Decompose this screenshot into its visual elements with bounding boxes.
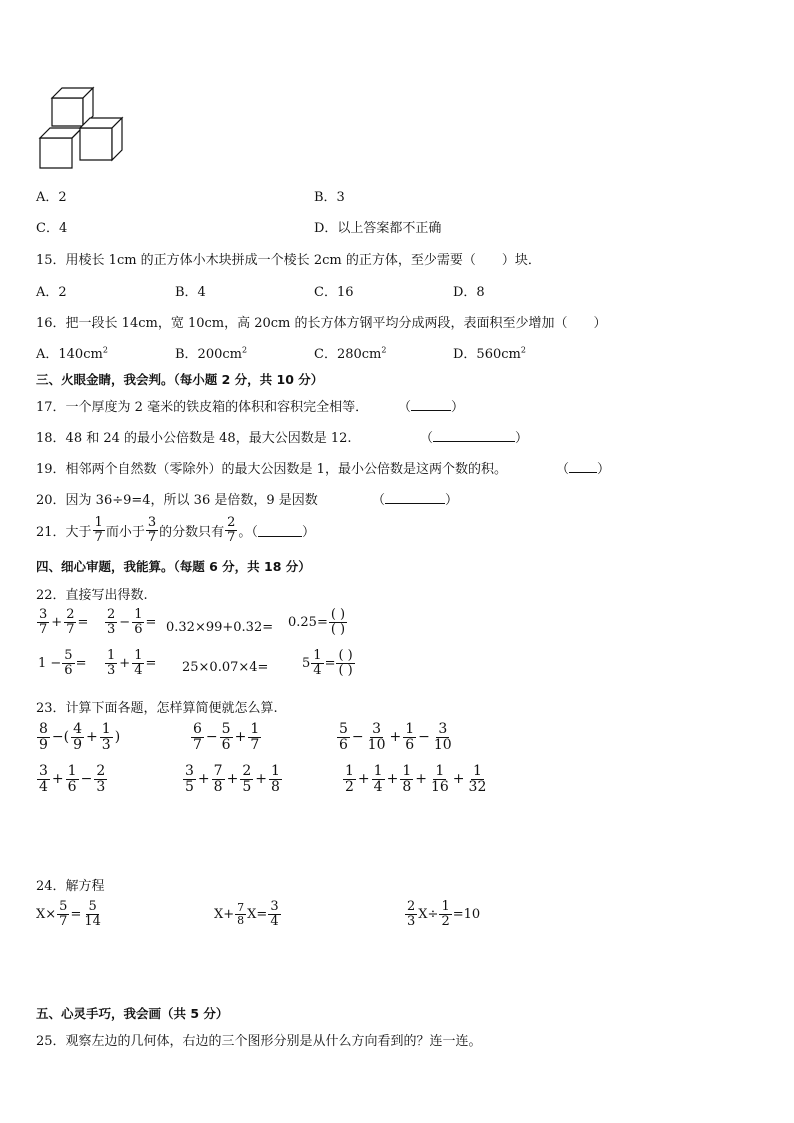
q22e6-n1: 1 (107, 648, 116, 663)
q23-r2c3-d5: 32 (468, 778, 487, 795)
q23-r1c2-a: − (205, 729, 218, 746)
q20-open: （ (372, 493, 386, 508)
q23-r1c2-d2: 6 (221, 736, 231, 753)
q23-r2c1-n2: 1 (67, 763, 77, 779)
q24eq1-eq: = (70, 906, 82, 922)
q19-close: ） (597, 462, 611, 477)
q22-expr-6 (104, 649, 156, 677)
question-19: 19．相邻两个自然数（零除外）的最大公因数是 1，最小公倍数是这两个数的积。 (36, 462, 507, 477)
question-23: 23．计算下面各题，怎样算简便就怎么算. (36, 701, 278, 716)
q16-d-text: D．560cm (453, 347, 521, 362)
q22e1-n2: 2 (66, 607, 75, 622)
q17-blank[interactable] (411, 398, 451, 411)
q22-expr-3: 0.32×99+0.32= (166, 620, 274, 635)
q24eq3-tail: =10 (452, 906, 481, 922)
q23-r1c1-d3: 3 (101, 736, 111, 753)
q23-r1c3-d2: 10 (367, 736, 386, 753)
q23-r1c3-n2: 3 (372, 721, 382, 737)
q22e2-n1: 2 (107, 607, 116, 622)
q16-option-d (453, 343, 526, 362)
q23-r2c3-d3: 8 (402, 778, 412, 795)
q23-r2c1-n3: 2 (96, 763, 106, 779)
q22e4-pre: 0.25= (288, 614, 328, 630)
q22e2-op: − (119, 614, 131, 630)
q21-frac-2 (146, 516, 158, 544)
q18-blank[interactable] (433, 429, 515, 442)
q18-answer (420, 427, 528, 446)
q22e8-whole: 5 (302, 655, 311, 671)
q23-r1c3-c: − (418, 729, 430, 746)
q23-r2c3-n5: 1 (472, 763, 482, 779)
q23-r2c2-d1: 5 (185, 778, 194, 795)
q17-open: （ (398, 400, 412, 415)
q22e4-num[interactable]: ( ) (330, 607, 346, 622)
q23-r1c2-b: + (234, 729, 247, 746)
q21-frac-3 (225, 516, 237, 544)
q22-expr-7: 25×0.07×4= (182, 660, 269, 675)
q23-r1c3-a: − (351, 729, 364, 746)
q23-r2c3-n1: 1 (345, 763, 354, 779)
q23-r1c1-d2: 9 (73, 736, 83, 753)
q21-close: ） (301, 524, 315, 540)
q23-r2c1-d1: 4 (39, 778, 48, 795)
q23-r1c1-b: + (86, 729, 98, 746)
q16-a-text: A．140cm (36, 347, 103, 362)
q24eq2-x2: X= (247, 906, 268, 922)
q22e6-n2: 1 (134, 648, 143, 663)
section-5-heading: 五、心灵手巧，我会画（共 5 分） (36, 1006, 229, 1021)
q23-expr-r1c3 (336, 722, 455, 752)
q22e2-n2: 1 (134, 607, 143, 622)
q15-option-b: B．4 (175, 285, 206, 300)
q14-option-c: C．4 (36, 221, 68, 236)
q23-r2c2-n1: 3 (185, 763, 194, 779)
q15-option-a: A．2 (36, 285, 67, 300)
q21-pre: 21．大于 (36, 524, 92, 540)
q24eq2-d2: 4 (270, 913, 279, 929)
q22e6-d1: 3 (107, 662, 116, 678)
q23-r2c3-n4: 1 (435, 763, 445, 779)
q23-r2c2-b: + (226, 771, 239, 788)
q22e5-pre: 1 − (38, 655, 62, 671)
q24eq3-x: X÷ (418, 906, 439, 922)
q23-expr-r2c1 (36, 764, 108, 794)
q24eq3-d2: 2 (441, 913, 450, 929)
q23-r2c2-n2: 7 (213, 763, 223, 779)
question-21 (36, 516, 315, 544)
q22e5-n: 5 (64, 648, 73, 663)
q23-expr-r1c1 (36, 722, 121, 752)
q22e1-eq: = (77, 614, 89, 630)
q21-n2: 3 (147, 515, 157, 530)
q23-r1c3-d3: 6 (405, 736, 415, 753)
q16-d-exp: 2 (520, 345, 526, 355)
q21-post: 的分数只有 (159, 524, 225, 540)
q24eq1-n2: 5 (88, 899, 97, 914)
q18-close: ） (515, 431, 529, 446)
q14-option-d: D．以上答案都不正确 (314, 221, 442, 236)
cube-stack-figure (36, 82, 130, 172)
q24-equation-2 (214, 900, 282, 928)
q23-r2c3-c: + (415, 771, 427, 788)
q23-r1c1-a: −( (51, 729, 70, 746)
q21-n1: 1 (94, 515, 103, 530)
q23-r1c3-n3: 1 (405, 721, 415, 737)
q23-r2c1-a: + (51, 771, 64, 788)
question-18: 18．48 和 24 的最小公倍数是 48，最大公因数是 12. (36, 431, 352, 446)
q22-expr-5 (38, 649, 86, 677)
q22-expr-1 (36, 608, 88, 636)
q23-r1c1-n2: 4 (73, 721, 83, 737)
section-3-heading: 三、火眼金睛，我会判。（每小题 2 分，共 10 分） (36, 372, 324, 387)
q24-equation-1 (36, 900, 104, 928)
q18-open: （ (420, 431, 434, 446)
q15-option-d: D．8 (453, 285, 485, 300)
q23-r2c1-d3: 3 (96, 778, 106, 795)
q24eq2-x: X+ (214, 906, 235, 922)
q23-r2c2-n3: 2 (242, 763, 252, 779)
q22e6-op: + (119, 655, 131, 671)
q22e8-d: 4 (313, 662, 322, 678)
q14-option-a: A．2 (36, 190, 67, 205)
question-20: 20．因为 36÷9=4，所以 36 是倍数，9 是因数 (36, 493, 318, 508)
q22e1-d1: 7 (39, 621, 48, 637)
q21-d2: 7 (147, 529, 157, 545)
q24eq1-d2: 14 (84, 913, 101, 929)
q22-expr-2 (104, 608, 156, 636)
question-16: 16．把一段长 14cm，宽 10cm，高 20cm 的长方体方钢平均分成两段，表面积至少增加（ ） (36, 316, 607, 331)
q16-c-exp: 2 (381, 345, 387, 355)
q23-r1c2-n3: 1 (250, 721, 260, 737)
q19-blank[interactable] (569, 460, 597, 473)
q24eq1-n1: 5 (59, 899, 68, 914)
q16-option-a (36, 343, 108, 362)
q23-r1c2-n1: 6 (193, 721, 202, 737)
q23-r1c3-n4: 3 (438, 721, 448, 737)
q21-end: 。（ (238, 524, 258, 540)
q22e6-eq: = (145, 655, 157, 671)
q16-c-text: C．280cm (314, 347, 382, 362)
q23-r2c3-e: + (452, 771, 465, 788)
q23-r2c3-d1: 2 (345, 778, 354, 795)
q23-expr-r2c3 (342, 764, 489, 794)
q20-blank[interactable] (385, 491, 445, 504)
q21-mid: 而小于 (105, 524, 145, 540)
q23-expr-r1c2 (190, 722, 262, 752)
q23-r2c3-b: + (386, 771, 399, 788)
q21-d1: 7 (94, 529, 103, 545)
q21-d3: 7 (227, 529, 236, 545)
q23-r2c1-d2: 6 (67, 778, 77, 795)
q23-r2c1-n1: 3 (39, 763, 48, 779)
q15-option-c: C．16 (314, 285, 354, 300)
q23-r1c2-d3: 7 (250, 736, 260, 753)
q24eq2-n2: 3 (270, 899, 279, 914)
q23-r2c2-n4: 1 (270, 763, 280, 779)
q23-r1c2-n2: 5 (221, 721, 231, 737)
q23-r1c2-d1: 7 (193, 736, 202, 753)
q23-r2c3-d2: 4 (373, 778, 383, 795)
q16-option-c (314, 343, 386, 362)
q22e4-den[interactable]: ( ) (330, 621, 346, 637)
q22e2-eq: = (145, 614, 157, 630)
q23-r2c3-n2: 1 (373, 763, 383, 779)
q22e8-n: 1 (313, 648, 322, 663)
q22e8-num[interactable]: ( ) (338, 648, 353, 663)
q22e1-n1: 3 (39, 607, 48, 622)
q22e5-eq: = (75, 655, 87, 671)
q24eq1-d1: 7 (59, 913, 68, 929)
q23-r1c1-n3: 1 (101, 721, 111, 737)
q21-n3: 2 (227, 515, 236, 530)
q22e5-d: 6 (64, 662, 73, 678)
q23-r1c3-d1: 6 (339, 736, 348, 753)
q16-option-b (175, 343, 247, 362)
q22e1-d2: 7 (66, 621, 75, 637)
q23-r1c3-d4: 10 (433, 736, 452, 753)
q22e8-den[interactable]: ( ) (338, 662, 353, 678)
q17-close: ） (451, 400, 465, 415)
q22e2-d2: 6 (134, 621, 143, 637)
q23-r2c2-a: + (197, 771, 210, 788)
q23-expr-r2c2 (182, 764, 283, 794)
q21-blank[interactable] (258, 524, 302, 537)
q24eq1-x: X× (36, 906, 57, 922)
question-25: 25．观察左边的几何体，右边的三个图形分别是从什么方向看到的？连一连。 (36, 1034, 482, 1049)
q16-b-exp: 2 (241, 345, 248, 355)
q21-frac-1 (93, 516, 105, 544)
q23-r2c2-c: + (255, 771, 267, 788)
q23-r2c3-d4: 16 (430, 778, 449, 795)
q24eq3-d1: 3 (407, 913, 416, 929)
question-22: 22．直接写出得数. (36, 588, 148, 603)
q23-r2c2-d3: 5 (242, 778, 252, 795)
q19-open: （ (556, 462, 570, 477)
q22e6-d2: 4 (134, 662, 143, 678)
q22e1-op: + (51, 614, 63, 630)
q23-r1c3-b: + (389, 729, 402, 746)
q24eq3-n2: 1 (441, 899, 450, 914)
q23-r1c1-d1: 9 (39, 736, 48, 753)
q24eq3-n1: 2 (407, 899, 416, 914)
q23-r2c1-b: − (80, 771, 93, 788)
q23-r1c1-c: ) (114, 729, 121, 746)
q23-r2c3-n3: 1 (402, 763, 412, 779)
q22e8-eq: = (324, 655, 336, 671)
q23-r2c2-d4: 8 (270, 778, 280, 795)
q22-expr-8 (302, 649, 356, 677)
q22-expr-4 (288, 608, 348, 636)
q23-r2c3-a: + (357, 771, 370, 788)
q24-equation-3 (404, 900, 480, 928)
q24eq2-d1: 8 (237, 913, 245, 927)
q22e2-d1: 3 (107, 621, 116, 637)
q17-answer (398, 396, 464, 415)
q23-r1c3-n1: 5 (339, 721, 348, 737)
q20-close: ） (445, 493, 459, 508)
q16-a-exp: 2 (102, 345, 108, 355)
q24eq2-n1: 7 (237, 901, 245, 915)
question-15: 15．用棱长 1cm 的正方体小木块拼成一个棱长 2cm 的正方体，至少需要（ ）块． (36, 253, 541, 268)
section-4-heading: 四、细心审题，我能算。（每题 6 分，共 18 分） (36, 559, 311, 574)
question-24: 24．解方程 (36, 879, 105, 894)
q23-r2c2-d2: 8 (213, 778, 223, 795)
q19-answer (556, 458, 610, 477)
question-17: 17．一个厚度为 2 毫米的铁皮箱的体积和容积完全相等． (36, 400, 369, 415)
q14-option-b: B．3 (314, 190, 345, 205)
q16-b-text: B．200cm (175, 347, 242, 362)
q20-answer (372, 489, 458, 508)
q23-r1c1-n1: 8 (39, 721, 48, 737)
